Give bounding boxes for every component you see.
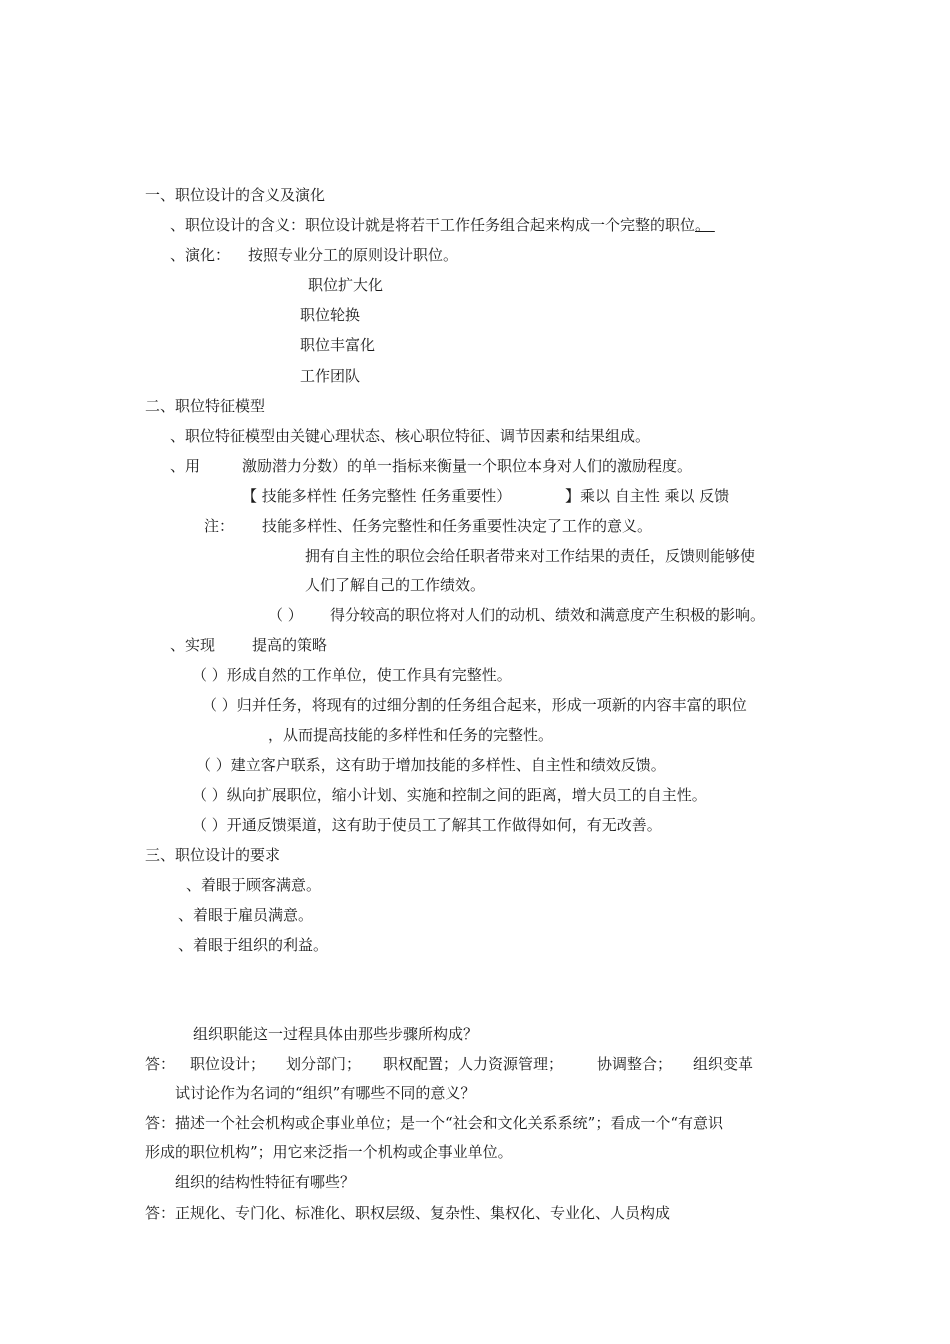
strategy-item: （ ）归并任务，将现有的过细分割的任务组合起来，形成一项新的内容丰富的职位 (202, 696, 747, 714)
evo-item-team: 工作团队 (300, 367, 361, 385)
section3-heading: 三、职位设计的要求 (145, 846, 281, 864)
answer-1-item: 协调整合； (597, 1055, 673, 1073)
question-2: 试讨论作为名词的“组织”有哪些不同的意义？ (175, 1084, 476, 1102)
evo-item-enlargement: 职位扩大化 (308, 276, 384, 294)
answer-1-label: 答： (145, 1055, 176, 1073)
question-3: 组织的结构性特征有哪些？ (175, 1173, 356, 1191)
section2-heading: 二、职位特征模型 (145, 397, 266, 415)
answer-2-line2: 形成的职位机构”；用它来泛指一个机构或企事业单位。 (145, 1143, 513, 1161)
evolution-label: 、演化： (170, 246, 231, 264)
note-autonomy-cont: 人们了解自己的工作绩效。 (305, 576, 486, 594)
formula-part2: 】乘以 自主性 乘以 反馈 (565, 487, 730, 505)
answer-1-item: 职权配置；人力资源管理； (383, 1055, 564, 1073)
strategy-item: （ ）纵向扩展职位，缩小计划、实施和控制之间的距离，增大员工的自主性。 (192, 786, 707, 804)
evolution-line (170, 245, 458, 265)
meaning-line (170, 215, 724, 235)
note-high-score: 得分较高的职位将对人们的动机、绩效和满意度产生积极的影响。 (330, 606, 766, 624)
section1-heading: 一、职位设计的含义及演化 (145, 186, 326, 204)
requirement-item: 、着眼于顾客满意。 (186, 876, 322, 894)
strategy-label: 、实现 (170, 636, 216, 654)
note-high-score-mark: （ ） (268, 606, 303, 624)
strategy-item: （ ）建立客户联系，这有助于增加技能的多样性、自主性和绩效反馈。 (196, 756, 666, 774)
evo-item-enrichment: 职位丰富化 (300, 336, 376, 354)
requirement-item: 、着眼于组织的利益。 (178, 936, 329, 954)
answer-3: 答：正规化、专门化、标准化、职权层级、复杂性、集权化、专业化、人员构成 (145, 1204, 671, 1222)
note-meaning: 技能多样性、任务完整性和任务重要性决定了工作的意义。 (262, 517, 653, 535)
question-1: 组织职能这一过程具体由那些步骤所构成？ (193, 1025, 479, 1043)
answer-1-item: 职位设计； (190, 1055, 266, 1073)
strategy-item: （ ）开通反馈渠道，这有助于使员工了解其工作做得如何，有无改善。 (192, 816, 662, 834)
strategy-title: 提高的策略 (252, 636, 328, 654)
mps-description: 激励潜力分数）的单一指标来衡量一个职位本身对人们的激励程度。 (242, 457, 693, 475)
meaning-period: 。 (695, 216, 711, 234)
note-autonomy: 拥有自主性的职位会给任职者带来对工作结果的责任，反馈则能够使 (305, 547, 756, 565)
evo-item-rotation: 职位轮换 (300, 306, 361, 324)
note-label: 注： (204, 517, 235, 535)
formula-part1: 【 技能多样性 任务完整性 任务重要性） (242, 487, 512, 505)
answer-1-item: 组织变革 (693, 1055, 754, 1073)
strategy-item: （ ）形成自然的工作单位，使工作具有完整性。 (192, 666, 512, 684)
mps-label: 、用 (170, 457, 201, 475)
requirement-item: 、着眼于雇员满意。 (178, 906, 314, 924)
model-composition: 、职位特征模型由关键心理状态、核心职位特征、调节因素和结果组成。 (170, 427, 651, 445)
evolution-text: 按照专业分工的原则设计职位。 (248, 246, 459, 264)
answer-1-item: 划分部门； (286, 1055, 362, 1073)
answer-2-line1: 答：描述一个社会机构或企事业单位；是一个“社会和文化关系系统”；看成一个“有意识 (145, 1114, 724, 1132)
strategy-item-cont: ，从而提高技能的多样性和任务的完整性。 (268, 726, 554, 744)
meaning-text: 、职位设计的含义：职位设计就是将若干工作任务组合起来构成一个完整的职位 (170, 216, 696, 234)
